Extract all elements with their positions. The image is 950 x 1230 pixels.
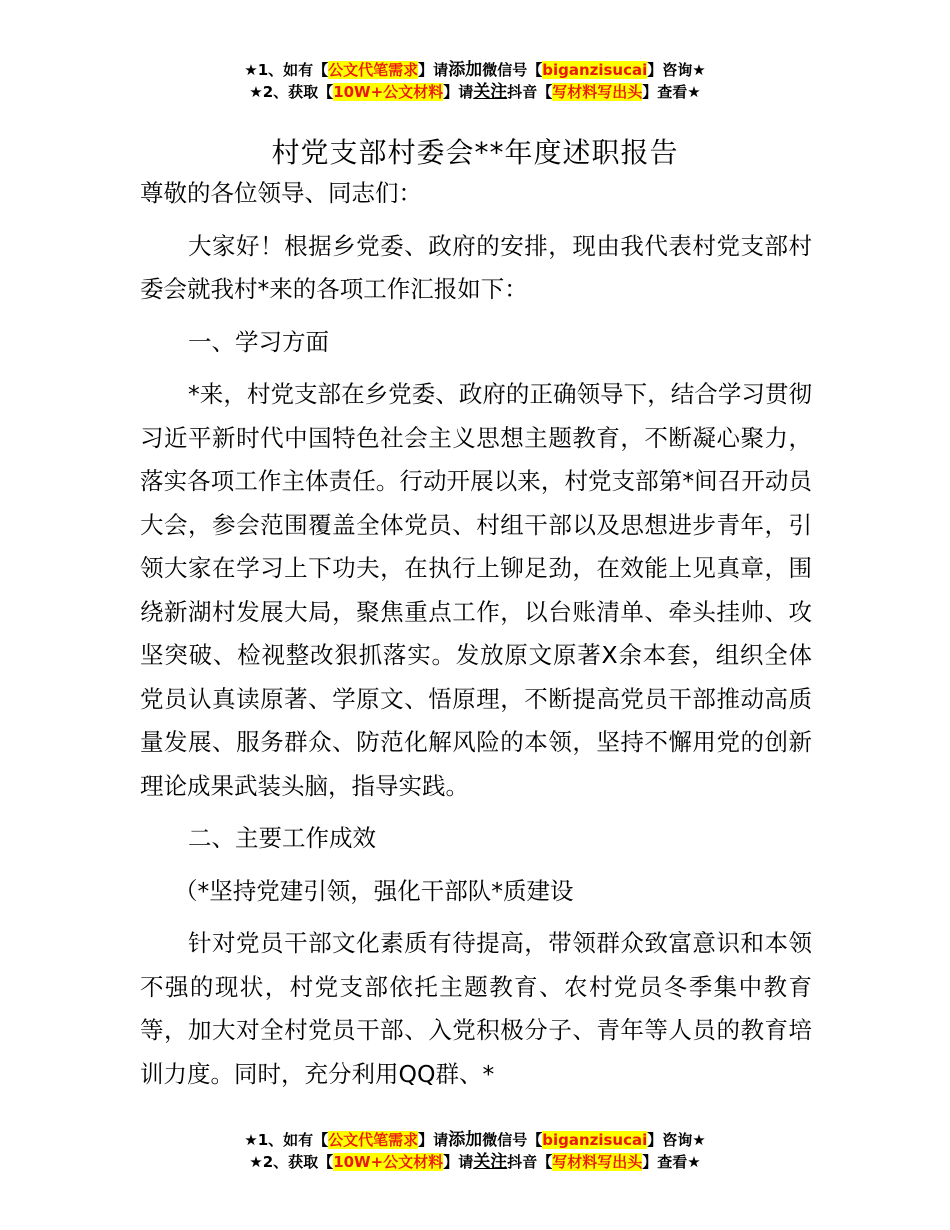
promo-text: ★1、如有【 — [244, 1131, 329, 1149]
promo-text: 抖音【 — [507, 1153, 553, 1171]
promo-emphasis: 关注 — [473, 1152, 508, 1172]
promo-text: 抖音【 — [507, 83, 553, 101]
promo-line-1 — [0, 1129, 950, 1151]
promo-line-2 — [0, 1151, 950, 1173]
promo-banner-top — [0, 59, 950, 103]
promo-text: 】请 — [443, 1153, 474, 1171]
promo-highlight: 公文代笔需求 — [328, 61, 419, 79]
section-heading-study: 一、学习方面 — [188, 327, 329, 356]
promo-text: ★2、获取【 — [249, 83, 334, 101]
promo-text: ★1、如有【 — [244, 61, 329, 79]
document-title: 村党支部村委会**年度述职报告 — [271, 135, 679, 169]
intro-paragraph: 大家好！根据乡党委、政府的安排，现由我代表村党支部村委会就我村*来的各项工作汇报如下： — [140, 231, 812, 303]
promo-line-1 — [0, 59, 950, 81]
promo-emphasis: 关注 — [473, 82, 508, 102]
salutation: 尊敬的各位领导、同志们： — [140, 179, 422, 207]
promo-wechat-id: biganzisucai — [542, 61, 648, 79]
promo-text: 】查看★ — [642, 83, 701, 101]
promo-highlight: 10W+公文材料 — [333, 83, 444, 101]
promo-text: 微信号【 — [482, 61, 543, 79]
promo-text: ★2、获取【 — [249, 1153, 334, 1171]
promo-highlight: 10W+公文材料 — [333, 1153, 444, 1171]
promo-text: 】请 — [418, 1131, 449, 1149]
promo-douyin-id: 写材料写出头 — [552, 83, 643, 101]
promo-text: 】查看★ — [642, 1153, 701, 1171]
promo-wechat-id: biganzisucai — [542, 1131, 648, 1149]
promo-text: 】咨询★ — [647, 61, 706, 79]
promo-emphasis: 添加 — [448, 60, 483, 80]
study-paragraph: *来，村党支部在乡党委、政府的正确领导下，结合学习贯彻习近平新时代中国特色社会主义思想主题教育，不断凝心聚力，落实各项工作主体责任。行动开展以来，村党支部第*间召开动员大会，参会范围覆盖全体党员、村组干部以及思想进步青年，引领大家在学习上下功夫，在执行上铆足劲，在效能上见真章，围绕新湖村发展大局，聚焦重点工作，以台账清单、牵头挂帅、攻坚突破、检视整改狠抓落实。发放原文原著X余本套，组织全体党员认真读原著、学原文、悟原理，不断提高党员干部推动高质量发展、服务群众、防范化解风险的本领，坚持不懈用党的创新理论成果武装头脑，指导实践。 — [140, 380, 812, 800]
promo-banner-bottom — [0, 1129, 950, 1173]
subsection-heading-party-building: （*坚持党建引领，强化干部队*质建设 — [174, 876, 574, 905]
promo-highlight: 公文代笔需求 — [328, 1131, 419, 1149]
promo-emphasis: 添加 — [448, 1130, 483, 1150]
promo-text: 】请 — [443, 83, 474, 101]
promo-text: 微信号【 — [482, 1131, 543, 1149]
document-body — [140, 172, 812, 1096]
promo-line-2 — [0, 81, 950, 103]
section-heading-achievements: 二、主要工作成效 — [188, 824, 376, 852]
promo-text: 】咨询★ — [647, 1131, 706, 1149]
promo-douyin-id: 写材料写出头 — [552, 1153, 643, 1171]
party-building-paragraph: 针对党员干部文化素质有待提高，带领群众致富意识和本领不强的现状，村党支部依托主题教育、农村党员冬季集中教育等，加大对全村党员干部、入党积极分子、青年等人员的教育培训力度。同时，充分利用QQ群、* — [140, 929, 812, 1088]
promo-text: 】请 — [418, 61, 449, 79]
